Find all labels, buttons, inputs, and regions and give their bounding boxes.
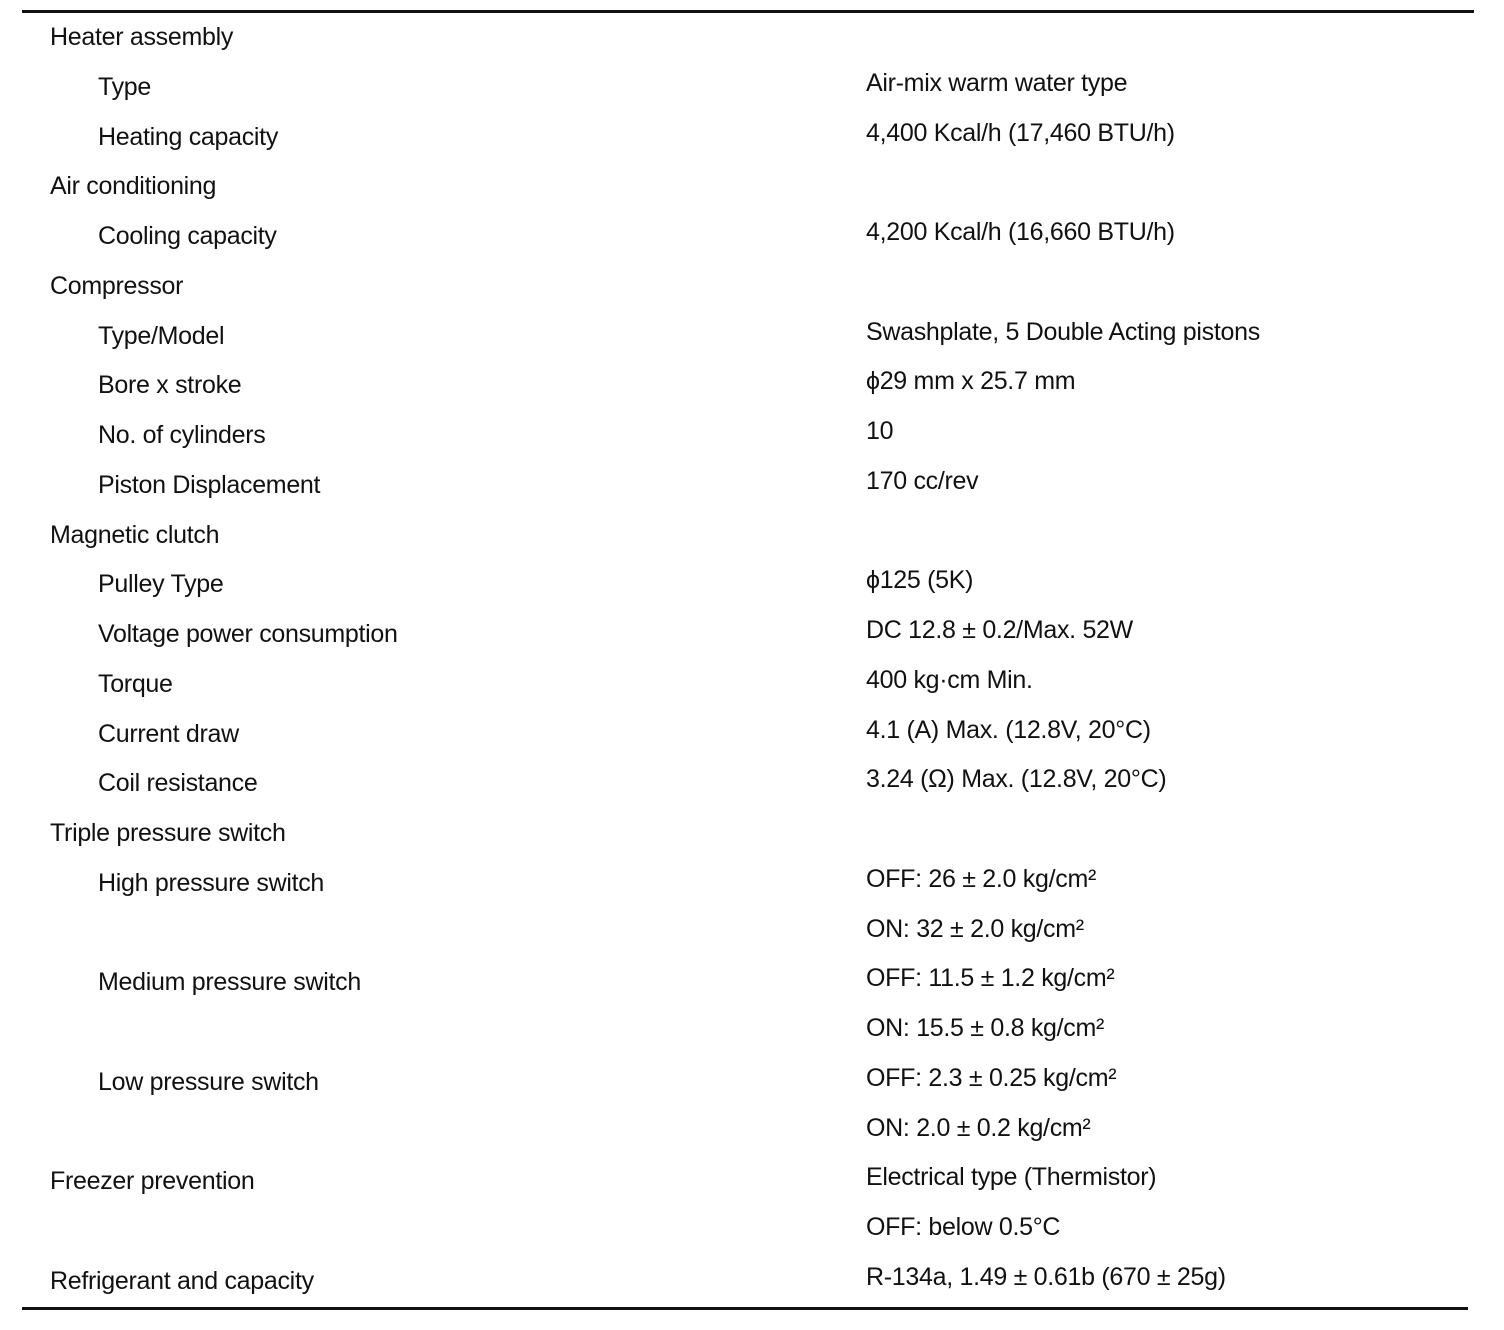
spec-row bbox=[0, 211, 1504, 261]
spec-item-label: High pressure switch bbox=[98, 868, 325, 897]
spec-section-label: Refrigerant and capacity bbox=[50, 1266, 314, 1295]
spec-row bbox=[0, 609, 1504, 659]
spec-value: ϕ125 (5K) bbox=[866, 566, 974, 595]
spec-item-label: Coil resistance bbox=[98, 769, 258, 798]
spec-row bbox=[0, 709, 1504, 759]
spec-value: OFF: 26 ± 2.0 kg/cm² bbox=[866, 864, 1096, 893]
spec-value: 400 kg·cm Min. bbox=[866, 665, 1033, 694]
spec-row bbox=[0, 112, 1504, 162]
spec-section-label: Compressor bbox=[50, 271, 184, 300]
spec-item-label: No. of cylinders bbox=[98, 421, 266, 449]
spec-value: OFF: 2.3 ± 0.25 kg/cm² bbox=[866, 1063, 1117, 1092]
spec-row bbox=[0, 360, 1504, 410]
spec-value: Air-mix warm water type bbox=[866, 68, 1128, 97]
spec-value: Swashplate, 5 Double Acting pistons bbox=[866, 317, 1260, 346]
spec-item-label: Type bbox=[98, 72, 151, 101]
spec-value: OFF: below 0.5°C bbox=[866, 1213, 1061, 1241]
spec-section-label: Heater assembly bbox=[50, 23, 234, 51]
spec-row bbox=[0, 1007, 1504, 1057]
spec-value: R-134a, 1.49 ± 0.61b (670 ± 25g) bbox=[866, 1262, 1226, 1291]
spec-row bbox=[0, 1256, 1504, 1306]
spec-section-label: Freezer prevention bbox=[50, 1167, 255, 1196]
spec-value: 10 bbox=[866, 417, 894, 445]
spec-row bbox=[0, 758, 1504, 808]
spec-section-label: Magnetic clutch bbox=[50, 520, 220, 549]
spec-row bbox=[0, 12, 1504, 62]
spec-item-label: Low pressure switch bbox=[98, 1067, 319, 1096]
spec-value: 170 cc/rev bbox=[866, 466, 979, 495]
spec-row bbox=[0, 1206, 1504, 1256]
spec-item-label: Torque bbox=[98, 669, 173, 698]
spec-value: ON: 32 ± 2.0 kg/cm² bbox=[866, 914, 1084, 943]
spec-row bbox=[0, 1156, 1504, 1206]
spec-item-label: Medium pressure switch bbox=[98, 968, 361, 997]
spec-item-label: Current draw bbox=[98, 719, 239, 748]
spec-value: Electrical type (Thermistor) bbox=[866, 1163, 1157, 1192]
spec-item-label: Pulley Type bbox=[98, 570, 224, 599]
spec-row bbox=[0, 559, 1504, 609]
spec-row bbox=[0, 808, 1504, 858]
spec-section-label: Triple pressure switch bbox=[50, 819, 286, 847]
spec-value: 4.1 (A) Max. (12.8V, 20°C) bbox=[866, 715, 1151, 744]
spec-row bbox=[0, 261, 1504, 311]
spec-row bbox=[0, 410, 1504, 460]
spec-row bbox=[0, 1057, 1504, 1107]
spec-row bbox=[0, 858, 1504, 908]
spec-value: ϕ29 mm x 25.7 mm bbox=[866, 367, 1076, 396]
spec-item-label: Bore x stroke bbox=[98, 371, 242, 400]
spec-value: 4,200 Kcal/h (16,660 BTU/h) bbox=[866, 218, 1175, 246]
spec-row bbox=[0, 161, 1504, 211]
spec-row bbox=[0, 460, 1504, 510]
spec-row bbox=[0, 659, 1504, 709]
spec-item-label: Voltage power consumption bbox=[98, 620, 398, 648]
spec-value: OFF: 11.5 ± 1.2 kg/cm² bbox=[866, 964, 1115, 993]
spec-row bbox=[0, 957, 1504, 1007]
spec-item-label: Heating capacity bbox=[98, 122, 279, 151]
spec-value: DC 12.8 ± 0.2/Max. 52W bbox=[866, 616, 1133, 644]
spec-row bbox=[0, 62, 1504, 112]
spec-item-label: Piston Displacement bbox=[98, 470, 321, 499]
spec-value: 4,400 Kcal/h (17,460 BTU/h) bbox=[866, 118, 1175, 147]
spec-item-label: Type/Model bbox=[98, 321, 225, 350]
spec-row bbox=[0, 1107, 1504, 1157]
spec-value: ON: 2.0 ± 0.2 kg/cm² bbox=[866, 1113, 1091, 1142]
spec-item-label: Cooling capacity bbox=[98, 222, 277, 250]
spec-value: ON: 15.5 ± 0.8 kg/cm² bbox=[866, 1014, 1105, 1042]
spec-value: 3.24 (Ω) Max. (12.8V, 20°C) bbox=[866, 765, 1167, 794]
bottom-rule bbox=[22, 1307, 1468, 1310]
spec-section-label: Air conditioning bbox=[50, 172, 217, 201]
spec-row bbox=[0, 908, 1504, 958]
spec-row bbox=[0, 311, 1504, 361]
spec-row bbox=[0, 510, 1504, 560]
